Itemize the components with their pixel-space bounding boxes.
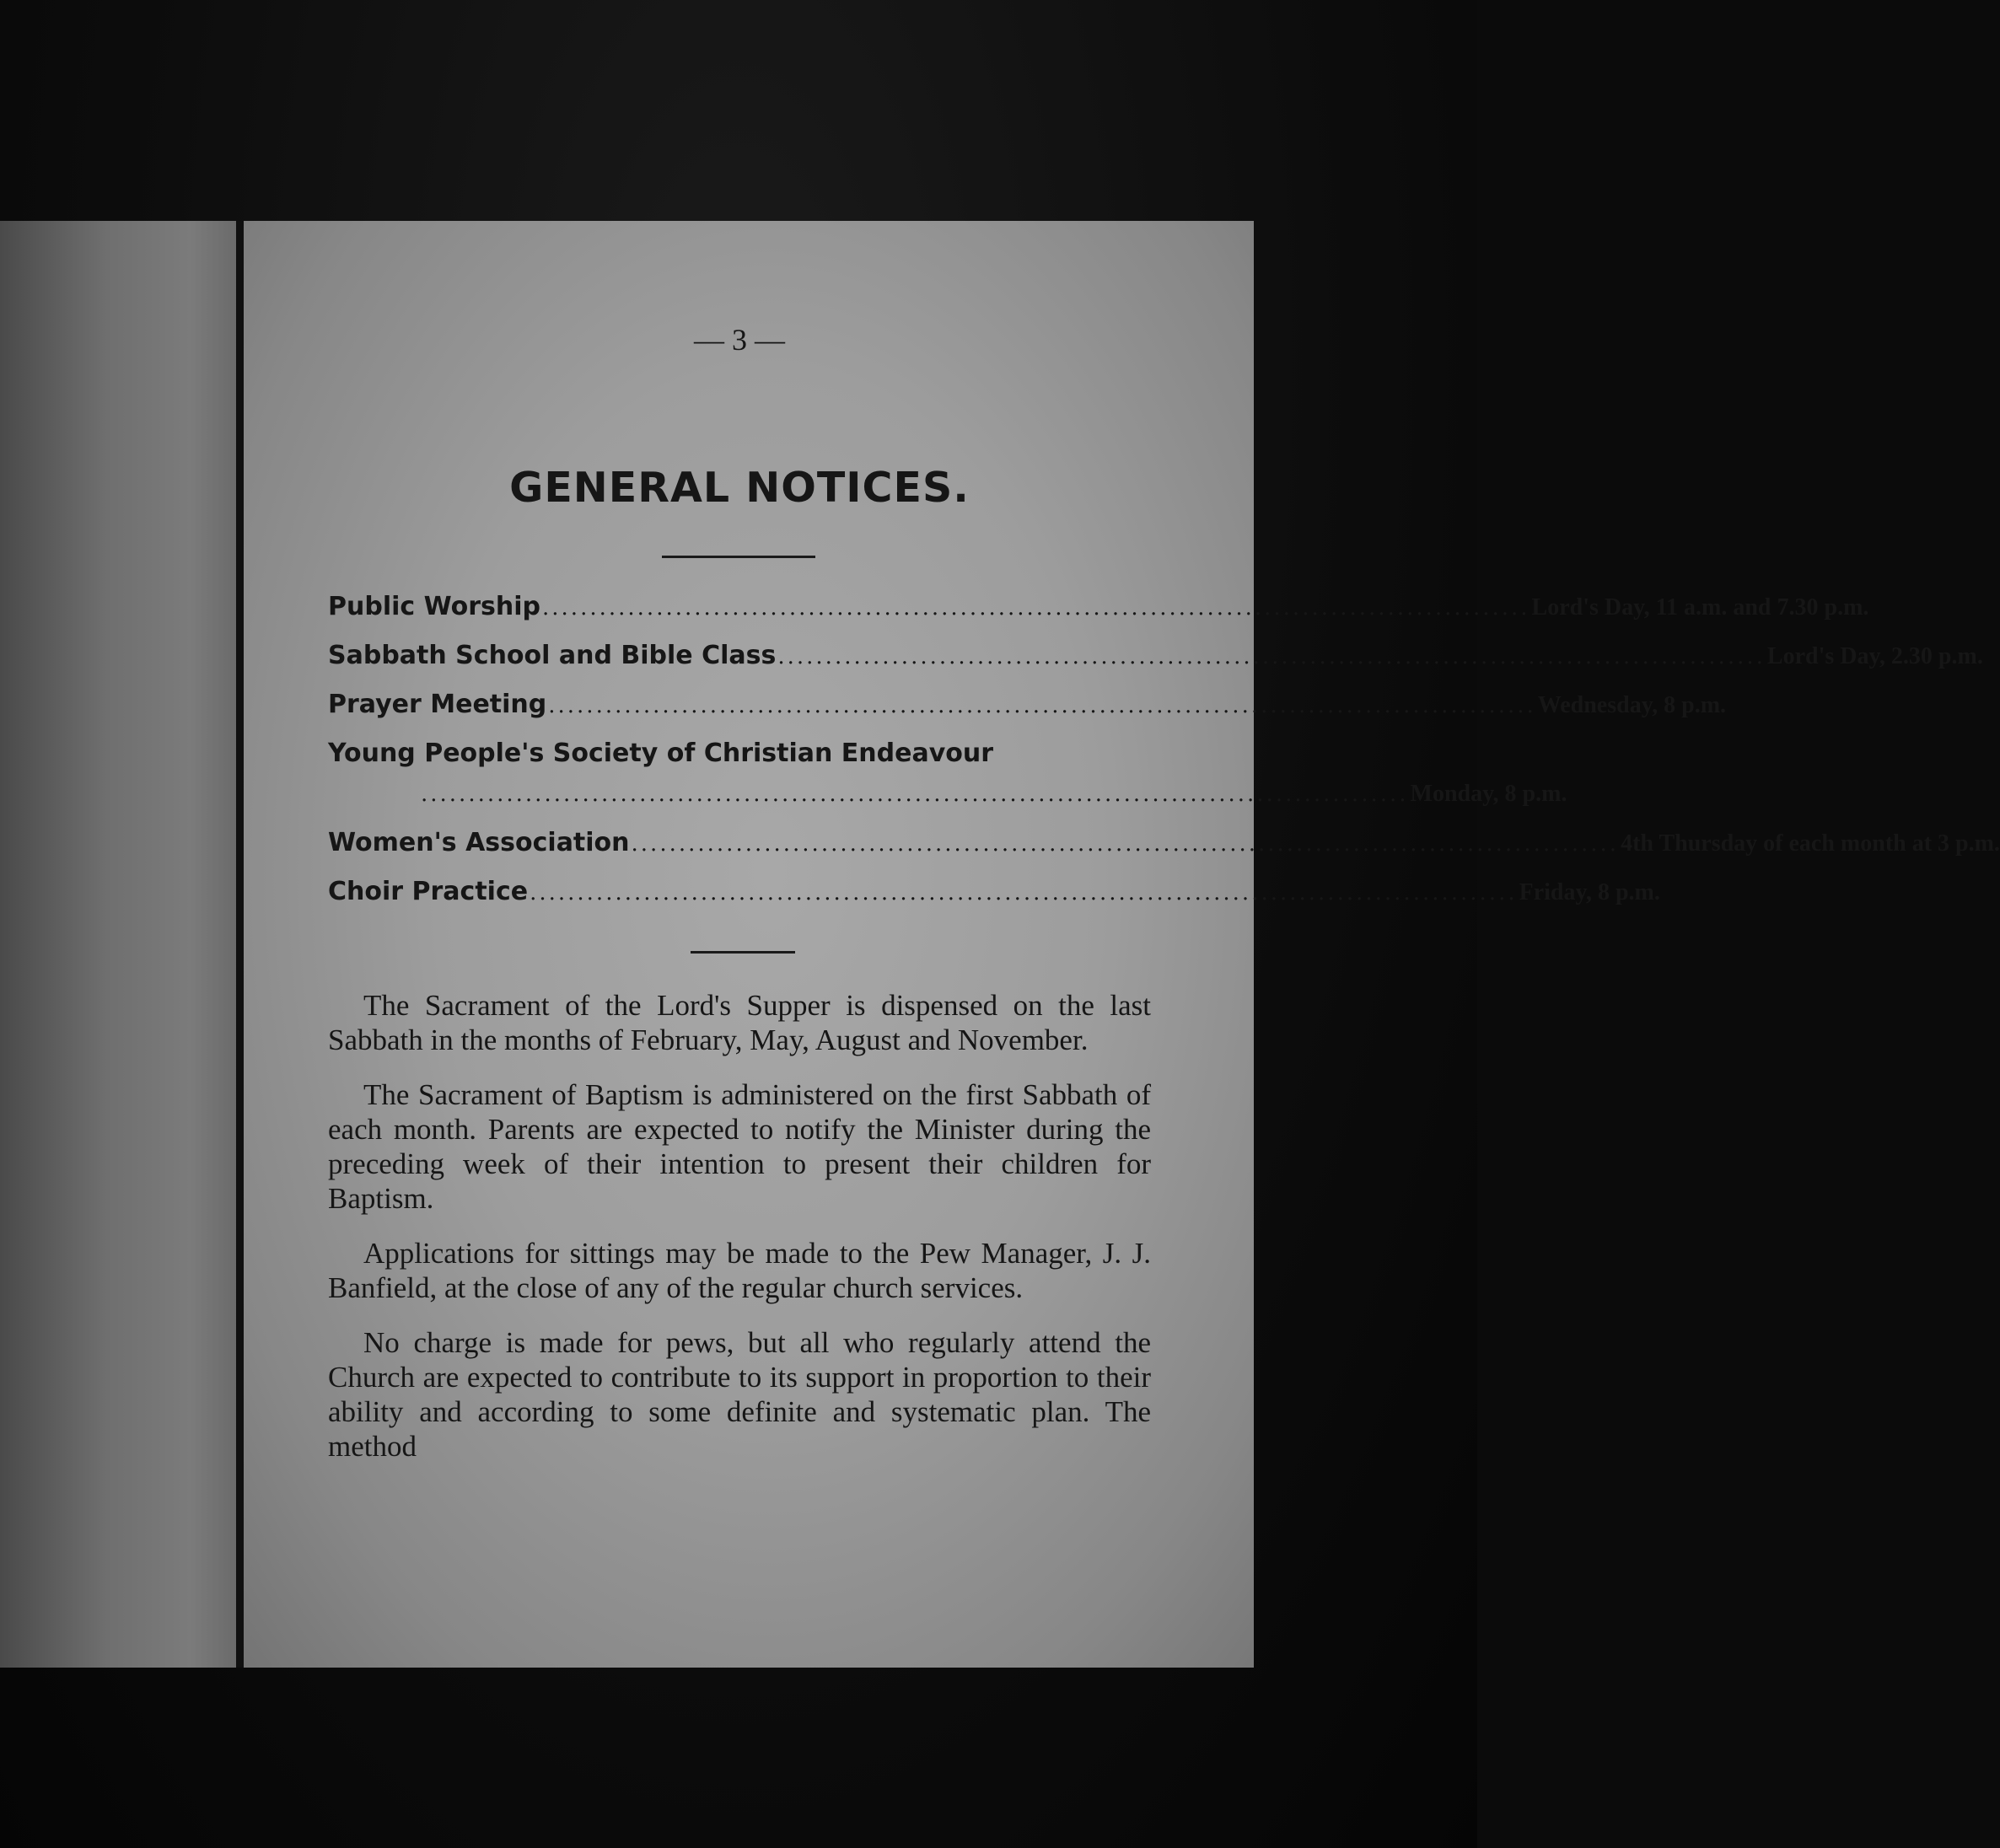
services-schedule: [328, 592, 2000, 926]
schedule-item-sabbath-school: [328, 641, 1983, 690]
leader-dots: ........................................................................................................: [777, 644, 1766, 669]
schedule-item-choir-practice: [328, 877, 1660, 926]
page-title: GENERAL NOTICES.: [509, 464, 970, 512]
leader-dots: ........................................................................................................: [530, 880, 1518, 905]
notices-body: [328, 988, 1151, 1484]
schedule-time: Lord's Day, 2.30 p.m.: [1766, 643, 1983, 669]
book-gutter: [236, 221, 244, 1668]
schedule-time: Monday, 8 p.m.: [1410, 781, 1567, 807]
leader-dots: ........................................................................................................: [421, 782, 1409, 807]
schedule-time: 4th Thursday of each month at 3 p.m.: [1621, 830, 2000, 857]
schedule-name: Young People's Society of Christian Endeavour: [328, 739, 994, 768]
schedule-item-christian-endeavour: [328, 739, 1151, 781]
notice-baptism: The Sacrament of Baptism is administered on the first Sabbath of each month. Parents are expected to notify the Minister during the preceding week of their intention to present their children for Baptism.: [328, 1078, 1151, 1215]
notice-pews: No charge is made for pews, but all who regularly attend the Church are expected to contribute to its support in proportion to their ability and according to some definite and systematic plan. The method: [328, 1326, 1151, 1463]
schedule-item-christian-endeavour-time: [328, 781, 1567, 828]
schedule-item-womens-association: [328, 828, 2000, 877]
right-page: [244, 221, 2000, 1668]
title-divider: [662, 556, 815, 558]
schedule-name: Prayer Meeting: [328, 690, 547, 719]
notice-lords-supper: The Sacrament of the Lord's Supper is dispensed on the last Sabbath in the months of February, May, August and November.: [328, 989, 1151, 1056]
leader-dots: ........................................................................................................: [548, 693, 1536, 718]
schedule-time: Lord's Day, 11 a.m. and 7.30 p.m.: [1531, 594, 1869, 620]
left-page: [0, 221, 238, 1668]
schedule-time: Wednesday, 8 p.m.: [1537, 692, 1727, 718]
schedule-name: Women's Association: [328, 828, 630, 857]
schedule-name: Choir Practice: [328, 877, 529, 906]
section-divider: [691, 951, 795, 954]
schedule-item-prayer-meeting: [328, 690, 1727, 739]
schedule-time: Friday, 8 p.m.: [1519, 879, 1660, 905]
schedule-name: Sabbath School and Bible Class: [328, 641, 777, 670]
schedule-item-public-worship: [328, 592, 1869, 641]
schedule-name: Public Worship: [328, 592, 541, 621]
notice-sittings: Applications for sittings may be made to the Pew Manager, J. J. Banfield, at the close of any of the regular church services.: [328, 1237, 1151, 1304]
page-number: — 3 —: [694, 323, 785, 357]
leader-dots: ........................................................................................................: [542, 595, 1530, 620]
leader-dots: ........................................................................................................: [631, 831, 1620, 857]
